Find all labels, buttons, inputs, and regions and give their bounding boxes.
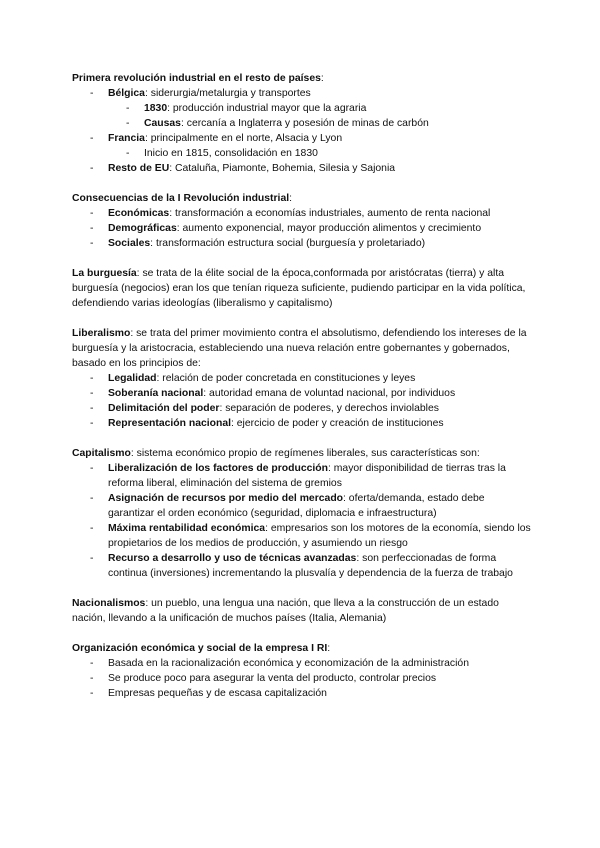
list-item-1830: - 1830: producción industrial mayor que la agraria bbox=[72, 101, 532, 116]
section-consecuencias bbox=[72, 191, 532, 251]
section-title-text: Primera revolución industrial en el resto de países bbox=[72, 73, 321, 84]
list-item: - Representación nacional: ejercicio de poder y creación de instituciones bbox=[72, 416, 532, 431]
list-item: - Recurso a desarrollo y uso de técnicas avanzadas: son perfeccionadas de forma continua (inversiones) incrementando la plusvalía y dependencia de la fuerza de trabajo bbox=[72, 551, 532, 581]
list-item-belgica: - Bélgica: siderurgia/metalurgia y transportes bbox=[72, 86, 532, 101]
section-nacionalismos bbox=[72, 596, 532, 626]
consequences-list bbox=[72, 206, 532, 251]
section-title-text: Consecuencias de la I Revolución industrial bbox=[72, 193, 290, 204]
paragraph: Capitalismo: sistema económico propio de regímenes liberales, sus características son: bbox=[72, 448, 480, 459]
list-item-causas: - Causas: cercanía a Inglaterra y posesión de minas de carbón bbox=[72, 116, 532, 131]
section-liberalismo bbox=[72, 326, 532, 431]
list-item: - Liberalización de los factores de producción: mayor disponibilidad de tierras tras la reforma liberal, eliminación del sistema de gremios bbox=[72, 461, 532, 491]
paragraph: Nacionalismos: un pueblo, una lengua una nación, que lleva a la construcción de un estado nación, llevando a la unificación de muchos países (Italia, Alemania) bbox=[72, 598, 499, 624]
country-list bbox=[72, 86, 532, 176]
document-content bbox=[72, 71, 532, 716]
list-item: - Máxima rentabilidad económica: empresarios son los motores de la economía, siendo los propietarios de los medios de producción, y asumiendo un riesgo bbox=[72, 521, 532, 551]
organization-list bbox=[72, 656, 532, 701]
list-item-inicio: - Inicio en 1815, consolidación en 1830 bbox=[72, 146, 532, 161]
list-item: - Sociales: transformación estructura social (burguesía y proletariado) bbox=[72, 236, 532, 251]
section-organizacion bbox=[72, 641, 532, 701]
list-item: - Empresas pequeñas y de escasa capitalización bbox=[72, 686, 532, 701]
list-item: - Legalidad: relación de poder concretada en constituciones y leyes bbox=[72, 371, 532, 386]
section-burguesia bbox=[72, 266, 532, 311]
list-item: - Delimitación del poder: separación de poderes, y derechos inviolables bbox=[72, 401, 532, 416]
list-item-resto-eu: - Resto de EU: Cataluña, Piamonte, Bohemia, Silesia y Sajonia bbox=[72, 161, 532, 176]
section-title: Consecuencias de la I Revolución industrial: bbox=[72, 193, 292, 204]
list-item: - Económicas: transformación a economías industriales, aumento de renta nacional bbox=[72, 206, 532, 221]
section-title: Organización económica y social de la empresa I RI: bbox=[72, 643, 331, 654]
section-title: Primera revolución industrial en el resto de países: bbox=[72, 73, 324, 84]
list-item: - Demográficas: aumento exponencial, mayor producción alimentos y crecimiento bbox=[72, 221, 532, 236]
paragraph: Liberalismo: se trata del primer movimiento contra el absolutismo, defendiendo los intereses de la burguesía y la aristocracia, estableciendo una nueva relación entre gobernantes y gobernados, basado en los principios de: bbox=[72, 328, 527, 369]
section-primera-revolucion bbox=[72, 71, 532, 176]
section-title-text: Organización económica y social de la empresa I RI bbox=[72, 643, 328, 654]
list-item-francia: - Francia: principalmente en el norte, Alsacia y Lyon bbox=[72, 131, 532, 146]
paragraph: La burguesía: se trata de la élite social de la época,conformada por aristócratas (tierra) y alta burguesía (negocios) eran los que tenían riqueza suficiente, pudiendo participar en la vida política, defendiendo varias ideologías (liberalismo y capitalismo) bbox=[72, 268, 526, 309]
list-item: - Basada en la racionalización económica y economización de la administración bbox=[72, 656, 532, 671]
list-item: - Soberanía nacional: autoridad emana de voluntad nacional, por individuos bbox=[72, 386, 532, 401]
section-capitalismo bbox=[72, 446, 532, 581]
list-item: - Asignación de recursos por medio del mercado: oferta/demanda, estado debe garantizar el orden económico (seguridad, diplomacia e infraestructura) bbox=[72, 491, 532, 521]
principles-list bbox=[72, 371, 532, 431]
list-item: - Se produce poco para asegurar la venta del producto, controlar precios bbox=[72, 671, 532, 686]
characteristics-list bbox=[72, 461, 532, 581]
